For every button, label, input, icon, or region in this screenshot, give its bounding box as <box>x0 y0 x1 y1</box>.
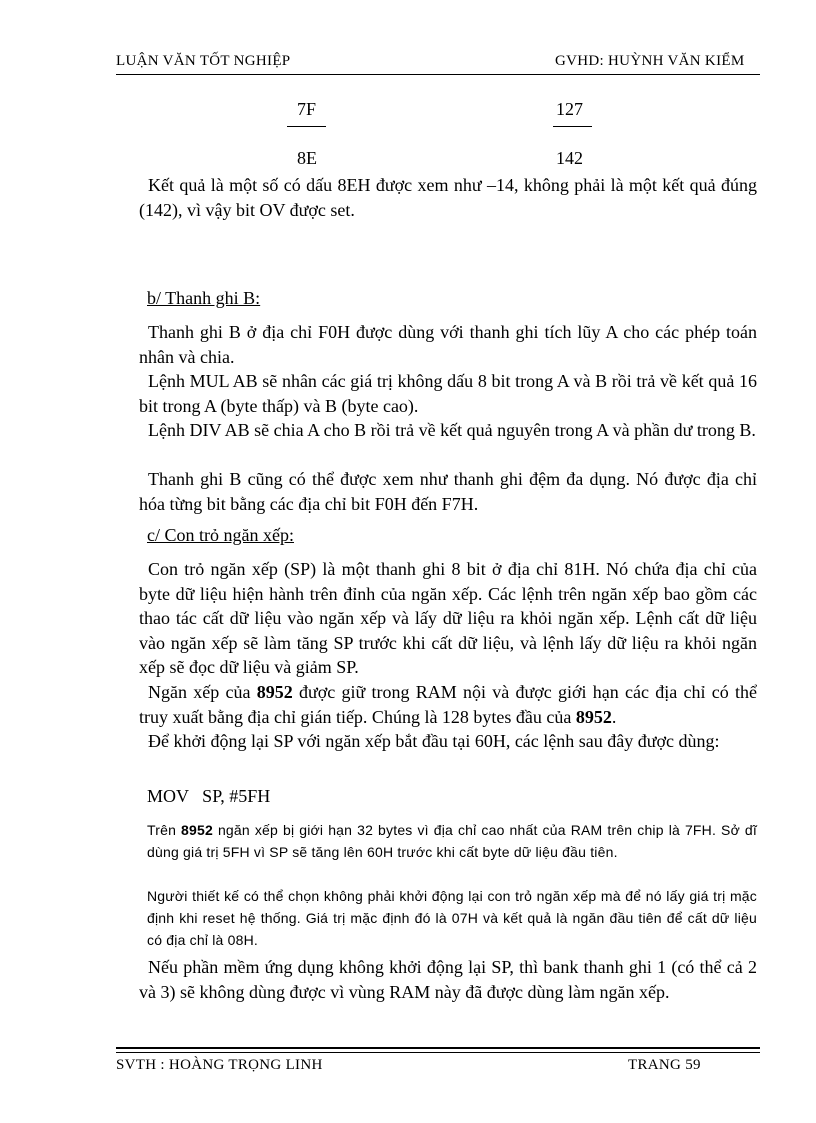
paragraph-small-1-rest: ngăn xếp bị giới hạn 32 bytes vì địa chỉ cao nhất của RAM trên chip là 7FH. Sở dĩ dùng giá trị 5FH vì SP sẽ tăng lên 60H trước khi cất byte dữ liệu đầu tiên. <box>147 822 758 860</box>
paragraph-last: Nếu phần mềm ứng dụng không khởi động lại SP, thì bank thanh ghi 1 (có thể cả 2 và 3) sẽ không dùng được vì vùng RAM này đã được dùng làm ngăn xếp. <box>139 957 757 1002</box>
paragraph-small-2: Người thiết kế có thể chọn không phải khởi động lại con trỏ ngăn xếp mà để nó lấy giá trị mặc định khi reset hệ thống. Giá trị mặc định đó là 07H và kết quả là ngăn đầu tiên để cất dữ liệu có địa chỉ là 08H. <box>147 888 757 948</box>
chip-name: 8952 <box>575 706 612 727</box>
footer-rule-thin <box>116 1052 760 1053</box>
paragraph-c2-pre: Ngăn xếp của <box>148 682 257 702</box>
footer-page-number: TRANG 59 <box>628 1057 701 1073</box>
calc-dec-rule <box>553 126 592 127</box>
paragraph-b1: Thanh ghi B ở địa chỉ F0H được dùng với thanh ghi tích lũy A cho các phép toán nhân và chia. <box>139 322 757 367</box>
paragraph-small-1 <box>147 819 757 863</box>
footer-left: SVTH : HOÀNG TRỌNG LINH <box>116 1057 323 1073</box>
paragraph-c3: Để khởi động lại SP với ngăn xếp bắt đầu tại 60H, các lệnh sau đây được dùng: <box>148 731 720 751</box>
heading-register-b: b/ Thanh ghi B: <box>147 288 261 308</box>
footer-rule-thick <box>116 1047 760 1049</box>
calc-hex-top: 7F <box>297 99 317 119</box>
paragraph-c2-mid: được giữ trong RAM nội và được giới hạn các địa chỉ có thể truy xuất bằng địa chỉ gián tiếp. Chúng là 128 bytes đầu của <box>139 682 757 727</box>
paragraph-small-1-pre: Trên <box>147 822 182 838</box>
calc-dec-top: 127 <box>556 99 583 119</box>
paragraph-b4: Thanh ghi B cũng có thể được xem như thanh ghi đệm đa dụng. Nó được địa chỉ hóa từng bit bằng các địa chỉ bit F0H đến F7H. <box>139 469 757 514</box>
calc-dec-result: 142 <box>556 148 583 168</box>
calc-hex-rule <box>287 126 326 127</box>
paragraph-c2 <box>139 680 757 729</box>
header-rule <box>116 74 760 75</box>
calc-hex-result: 8E <box>297 148 317 168</box>
paragraph-b2: Lệnh MUL AB sẽ nhân các giá trị không dấu 8 bit trong A và B rồi trả về kết quả 16 bit trong A (byte thấp) và B (byte cao). <box>139 371 757 416</box>
chip-name: 8952 <box>256 682 293 702</box>
heading-stack-pointer: c/ Con trỏ ngăn xếp: <box>147 525 294 545</box>
chip-name: 8952 <box>181 822 213 838</box>
paragraph-result: Kết quả là một số có dấu 8EH được xem như –14, không phải là một kết quả đúng (142), vì vậy bit OV được set. <box>139 175 757 220</box>
paragraph-c2-end: . <box>611 706 617 727</box>
code-instruction: MOV SP, #5FH <box>147 786 271 806</box>
header-right: GVHD: HUỲNH VĂN KIỂM <box>555 53 745 69</box>
paragraph-b3: Lệnh DIV AB sẽ chia A cho B rồi trả về kết quả nguyên trong A và phần dư trong B. <box>148 420 756 440</box>
paragraph-c1: Con trỏ ngăn xếp (SP) là một thanh ghi 8 bit ở địa chỉ 81H. Nó chứa địa chỉ của byte dữ liệu hiện hành trên đỉnh của ngăn xếp. Các lệnh trên ngăn xếp bao gồm các thao tác cất dữ liệu vào ngăn xếp và lấy dữ liệu ra khỏi ngăn xếp. Lệnh cất dữ liệu vào ngăn xếp sẽ làm tăng SP trước khi cất dữ liệu, và lệnh lấy dữ liệu ra khỏi ngăn xếp sẽ đọc dữ liệu và giảm SP. <box>139 559 757 677</box>
header-left: LUẬN VĂN TỐT NGHIỆP <box>116 53 291 69</box>
